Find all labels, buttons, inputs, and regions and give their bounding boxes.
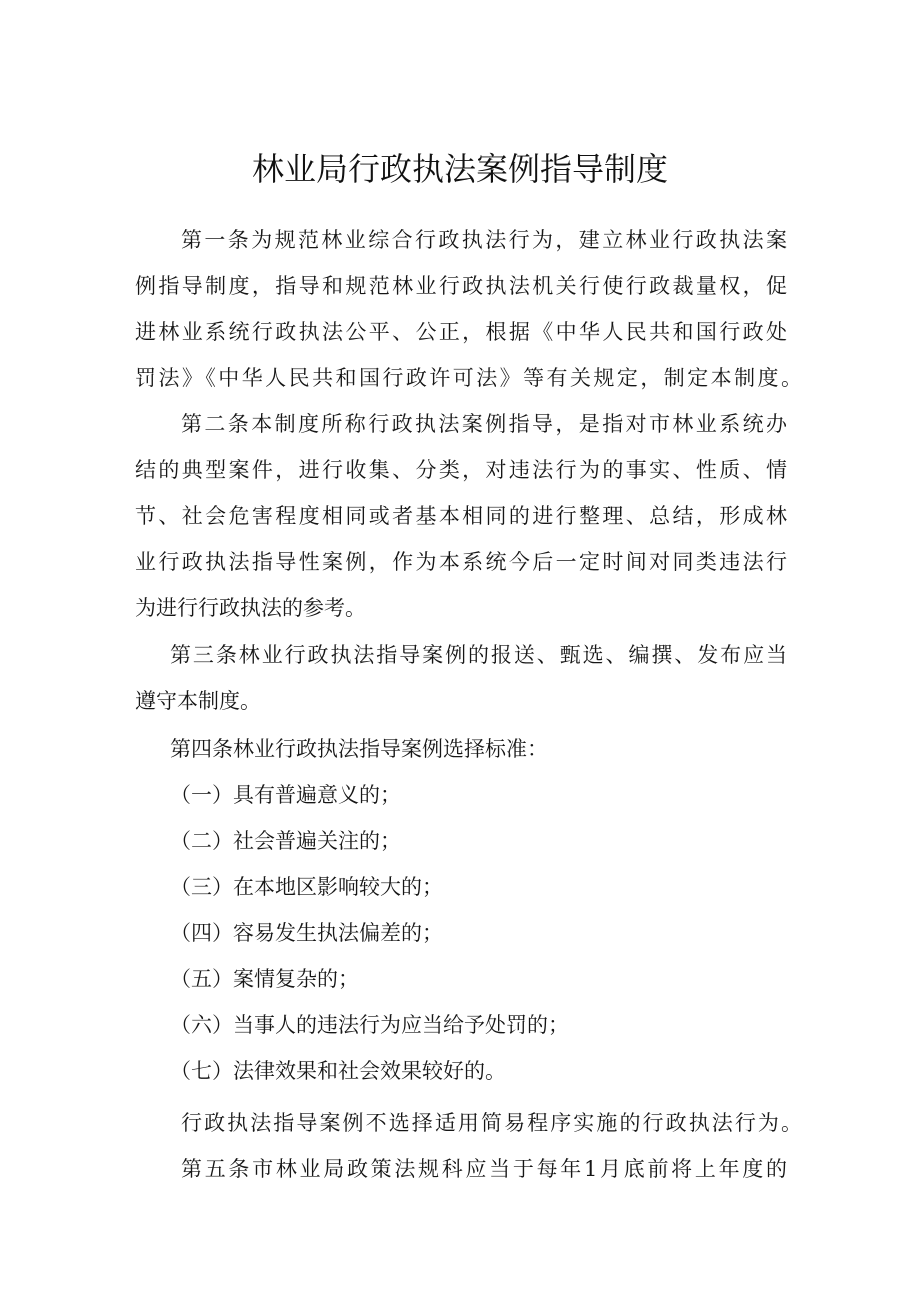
criteria-item: （三）在本地区影响较大的； <box>170 875 443 899</box>
article-2-line: 业行政执法指导性案例，作为本系统今后一定时间对同类违法行 <box>135 550 787 574</box>
criteria-item: （五）案情复杂的； <box>170 967 359 991</box>
article-1-line: 罚法》《中华人民共和国行政许可法》等有关规定，制定本制度。 <box>135 366 802 390</box>
article-1-line: 例指导制度，指导和规范林业行政执法机关行使行政裁量权，促 <box>135 274 787 298</box>
criteria-item: （六）当事人的违法行为应当给予处罚的； <box>170 1013 569 1037</box>
article-3-line: 遵守本制度。 <box>135 689 261 713</box>
exclusion-paragraph: 行政执法指导案例不选择适用简易程序实施的行政执法行为。 <box>181 1111 802 1135</box>
article-2-line: 结的典型案件，进行收集、分类，对违法行为的事实、性质、情 <box>135 458 787 482</box>
criteria-item: （一）具有普遍意义的； <box>170 783 401 807</box>
article-3-line: 第三条林业行政执法指导案例的报送、甄选、编撰、发布应当 <box>170 643 787 667</box>
criteria-item: （七）法律效果和社会效果较好的。 <box>170 1059 506 1083</box>
criteria-item: （四）容易发生执法偏差的； <box>170 921 443 945</box>
article-2-line: 节、社会危害程度相同或者基本相同的进行整理、总结，形成林 <box>135 504 787 528</box>
article-2-line: 为进行行政执法的参考。 <box>135 596 366 620</box>
article-5-line: 第五条市林业局政策法规科应当于每年1月底前将上年度的 <box>181 1157 787 1181</box>
article-1-line: 第一条为规范林业综合行政执法行为，建立林业行政执法案 <box>181 228 787 252</box>
article-2-line: 第二条本制度所称行政执法案例指导，是指对市林业系统办 <box>181 412 787 436</box>
criteria-item: （二）社会普遍关注的； <box>170 829 401 853</box>
article-4-heading: 第四条林业行政执法指导案例选择标准： <box>170 737 548 761</box>
document-title: 林业局行政执法案例指导制度 <box>251 150 668 189</box>
article-1-line: 进林业系统行政执法公平、公正，根据《中华人民共和国行政处 <box>135 320 787 344</box>
